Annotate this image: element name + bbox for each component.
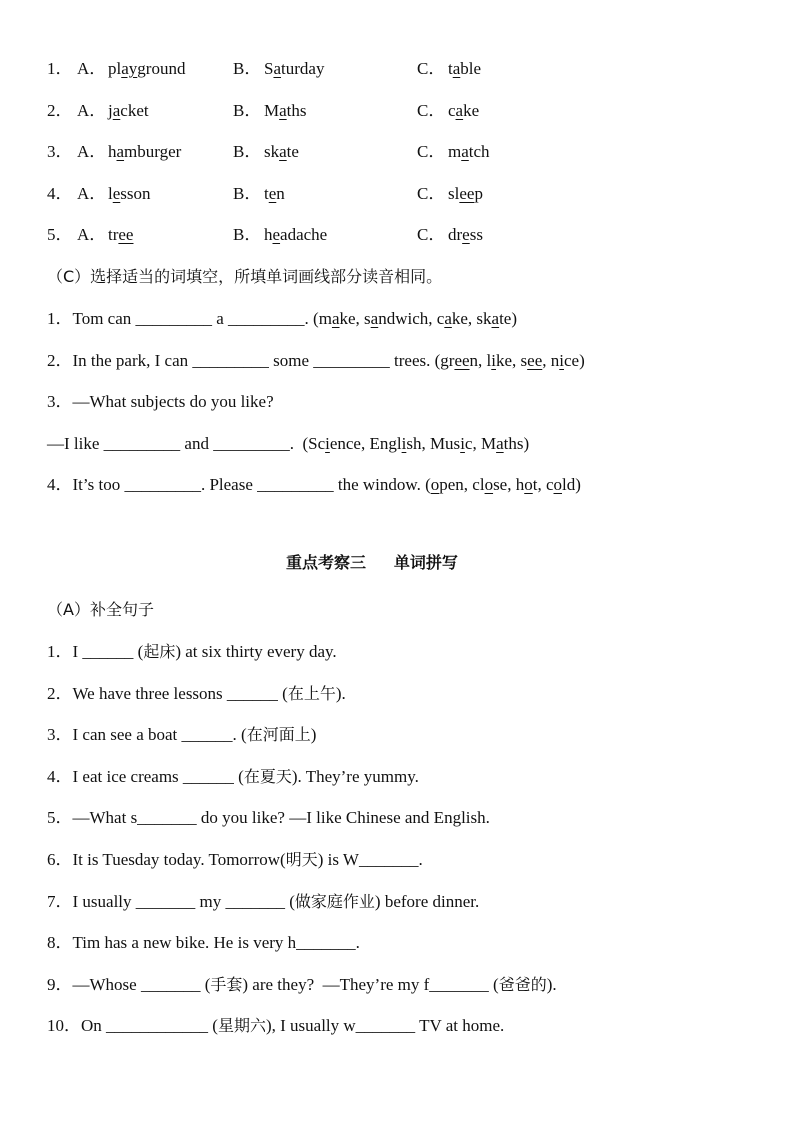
option-word-a — [108, 58, 185, 80]
option-word-b — [264, 224, 327, 246]
sentence-text: 6．It is Tuesday today. Tomorrow( — [47, 850, 286, 869]
word-part: h — [108, 142, 117, 162]
option-label-b: B． — [233, 142, 262, 162]
sentence-text: 3．I can see a boat ______. ( — [47, 725, 247, 745]
chinese-hint: 在上午 — [287, 683, 336, 703]
option-label-a: A． — [77, 59, 107, 78]
sentence-text: ) are they? —They’re my f_______ ( — [242, 974, 499, 994]
word-part: M — [264, 100, 280, 120]
underlined-letters: o — [484, 475, 494, 495]
option-label-a: A． — [77, 183, 107, 203]
underlined-letters: a — [444, 309, 452, 328]
underlined-letters: e — [272, 225, 281, 245]
word-part: S — [264, 59, 274, 78]
sentence-line — [47, 350, 585, 372]
part-heading — [286, 552, 458, 574]
option-word-a — [108, 183, 151, 205]
sentence-line — [47, 391, 274, 413]
option-word-a — [108, 100, 149, 122]
sentence-line — [47, 1015, 504, 1037]
option-label-b: B． — [233, 225, 262, 245]
sentence-text: ke, sk — [451, 309, 492, 328]
sentence-text: 1．I ______ ( — [47, 642, 144, 661]
word-part: l — [108, 183, 113, 203]
section-c-title — [47, 266, 442, 288]
sentence-text: ld) — [562, 475, 581, 495]
word-part: c — [448, 100, 456, 120]
question-number: 1． — [47, 59, 73, 78]
option-word-c — [448, 100, 479, 122]
underlined-letters: i — [401, 433, 407, 453]
option-word-b — [264, 183, 285, 205]
sentence-text: sh, Mus — [406, 433, 461, 453]
question-number: 4． — [47, 183, 73, 203]
chinese-hint: 在夏天 — [243, 766, 292, 786]
sentence-text: se, h — [493, 475, 525, 495]
word-part: sk — [264, 142, 280, 162]
underlined-letters: a — [112, 100, 121, 120]
option-label-b: B． — [233, 100, 262, 120]
underlined-letters: e — [268, 183, 277, 203]
chinese-hint: 手套 — [210, 974, 243, 994]
sentence-line — [47, 766, 419, 788]
sentence-text: 9．—Whose _______ ( — [47, 974, 211, 994]
sentence-line — [47, 474, 581, 496]
word-part: p — [474, 183, 483, 203]
word-part: dr — [448, 225, 463, 245]
sentence-line — [47, 932, 360, 954]
option-word-a — [108, 224, 133, 246]
option-label-c: C． — [417, 59, 446, 78]
sentence-text: 2．In the park, I can _________ some _________ trees. (gr — [47, 350, 455, 370]
word-part: turday — [281, 59, 325, 78]
word-part: sson — [120, 183, 151, 203]
sentence-text: ndwich, c — [378, 309, 445, 328]
sentence-text: 7．I usually _______ my _______ ( — [47, 891, 295, 911]
option-label-b: B． — [233, 59, 262, 78]
chinese-hint: 明天 — [285, 850, 318, 869]
underlined-letters: e — [112, 183, 121, 203]
underlined-letters: a — [461, 142, 469, 162]
section-a-title — [47, 599, 154, 621]
option-label-a: A． — [77, 142, 107, 162]
option-label-c: C． — [417, 183, 446, 203]
option-word-b — [264, 58, 324, 80]
option-word-b — [264, 141, 299, 163]
sentence-text: 2．We have three lessons ______ ( — [47, 683, 288, 703]
option-label-b: B． — [233, 183, 262, 203]
sentence-text: , n — [542, 350, 560, 370]
underlined-letters: ee — [118, 225, 134, 245]
underlined-letters: a — [331, 309, 340, 328]
sentence-line — [47, 849, 423, 871]
sentence-text: ). They’re yummy. — [291, 766, 419, 786]
word-part: ths — [286, 100, 307, 120]
option-word-c — [448, 58, 481, 80]
word-part: cket — [120, 100, 149, 120]
word-part: m — [448, 142, 462, 162]
option-label-c: C． — [417, 142, 446, 162]
underlined-letters: ee — [527, 350, 543, 370]
sentence-line — [47, 891, 479, 913]
sentence-line — [47, 433, 529, 455]
underlined-letters: ee — [459, 183, 475, 203]
underlined-letters: a — [279, 100, 287, 120]
underlined-letters: i — [460, 433, 465, 453]
sentence-text: 4．It’s too _________. Please _________ the window. ( — [47, 475, 431, 495]
word-part: tr — [108, 225, 119, 245]
sentence-line — [47, 807, 490, 829]
underlined-letters: o — [524, 475, 533, 495]
underlined-letters: a — [273, 59, 282, 78]
sentence-text: t, c — [532, 475, 554, 495]
option-label-a: A． — [77, 100, 107, 120]
sentence-text: te) — [499, 309, 518, 328]
underlined-letters: i — [325, 433, 330, 453]
sentence-text: ence, Engl — [329, 433, 402, 453]
sentence-text: 5．—What s_______ do you like? —I like Chinese and English. — [47, 808, 490, 828]
sentence-text: c, M — [464, 433, 497, 453]
option-label-c: C． — [417, 225, 446, 245]
sentence-text: ) — [310, 725, 317, 745]
sentence-line — [47, 641, 337, 663]
word-part: pl — [108, 59, 122, 78]
underlined-letters: a — [491, 309, 500, 328]
sentence-text: ) before dinner. — [374, 891, 480, 911]
section-title: （C）选择适当的词填空，所填单词画线部分读音相同。 — [47, 267, 443, 286]
option-word-c — [448, 141, 490, 163]
underlined-letters: ay — [121, 59, 138, 78]
underlined-letters: ee — [454, 350, 470, 370]
word-part: te — [286, 142, 299, 162]
word-part: h — [264, 225, 273, 245]
question-number: 3． — [47, 142, 73, 162]
underlined-letters: o — [430, 475, 440, 495]
underlined-letters: a — [116, 142, 125, 162]
chinese-hint: 在河面上 — [246, 725, 311, 745]
sentence-text: ). — [335, 683, 346, 703]
sentence-text: ke, s — [496, 350, 528, 370]
option-word-b — [264, 100, 307, 122]
word-part: mburger — [124, 142, 182, 162]
sentence-text: 1．Tom can _________ a _________. (m — [47, 309, 332, 328]
word-part: ss — [469, 225, 483, 245]
option-word-c — [448, 224, 483, 246]
chinese-hint: 爸爸的 — [498, 974, 547, 994]
underlined-letters: i — [559, 350, 564, 370]
underlined-letters: e — [462, 225, 470, 245]
section-title: （A）补全句子 — [47, 600, 154, 619]
underlined-letters: a — [455, 100, 464, 120]
sentence-text: ce) — [564, 350, 585, 370]
sentence-line — [47, 974, 557, 996]
sentence-line — [47, 683, 346, 705]
sentence-text: ) at six thirty every day. — [175, 642, 337, 661]
underlined-letters: a — [496, 433, 504, 453]
word-part: ble — [460, 59, 482, 78]
chinese-hint: 星期六 — [217, 1016, 266, 1036]
sentence-text: ), I usually w_______ TV at home. — [265, 1016, 505, 1036]
question-number: 5． — [47, 225, 73, 245]
word-part: adache — [280, 225, 328, 245]
underlined-letters: a — [370, 309, 379, 328]
question-number: 2． — [47, 100, 73, 120]
option-word-c — [448, 183, 483, 205]
underlined-letters: o — [553, 475, 563, 495]
chinese-hint: 起床 — [143, 642, 176, 661]
heading-text: 重点考察三 单词拼写 — [286, 553, 458, 572]
sentence-line — [47, 308, 517, 330]
word-part: sl — [448, 183, 460, 203]
underlined-letters: i — [491, 350, 496, 370]
underlined-letters: a — [452, 59, 461, 78]
word-part: t — [264, 183, 269, 203]
sentence-text: ths) — [503, 433, 530, 453]
sentence-line — [47, 724, 316, 746]
option-word-a — [108, 141, 181, 163]
word-part: tch — [468, 142, 490, 162]
underlined-letters: a — [279, 142, 287, 162]
option-label-c: C． — [417, 100, 446, 120]
word-part: ground — [137, 59, 186, 78]
sentence-text: ). — [546, 974, 557, 994]
option-label-a: A． — [77, 225, 107, 245]
word-part: ke — [463, 100, 480, 120]
sentence-text: —I like _________ and _________. (Sc — [47, 433, 326, 453]
sentence-text: n, l — [469, 350, 492, 370]
word-part: t — [448, 59, 453, 78]
sentence-text: 8．Tim has a new bike. He is very h_______. — [47, 933, 360, 953]
word-part: j — [108, 100, 113, 120]
sentence-text: ) is W_______. — [317, 850, 423, 869]
sentence-text: ke, s — [339, 309, 371, 328]
chinese-hint: 做家庭作业 — [294, 891, 375, 911]
sentence-text: 10．On ____________ ( — [47, 1016, 218, 1036]
word-part: n — [276, 183, 285, 203]
sentence-text: pen, cl — [439, 475, 485, 495]
sentence-text: 4．I eat ice creams ______ ( — [47, 766, 244, 786]
sentence-text: 3．—What subjects do you like? — [47, 392, 274, 412]
